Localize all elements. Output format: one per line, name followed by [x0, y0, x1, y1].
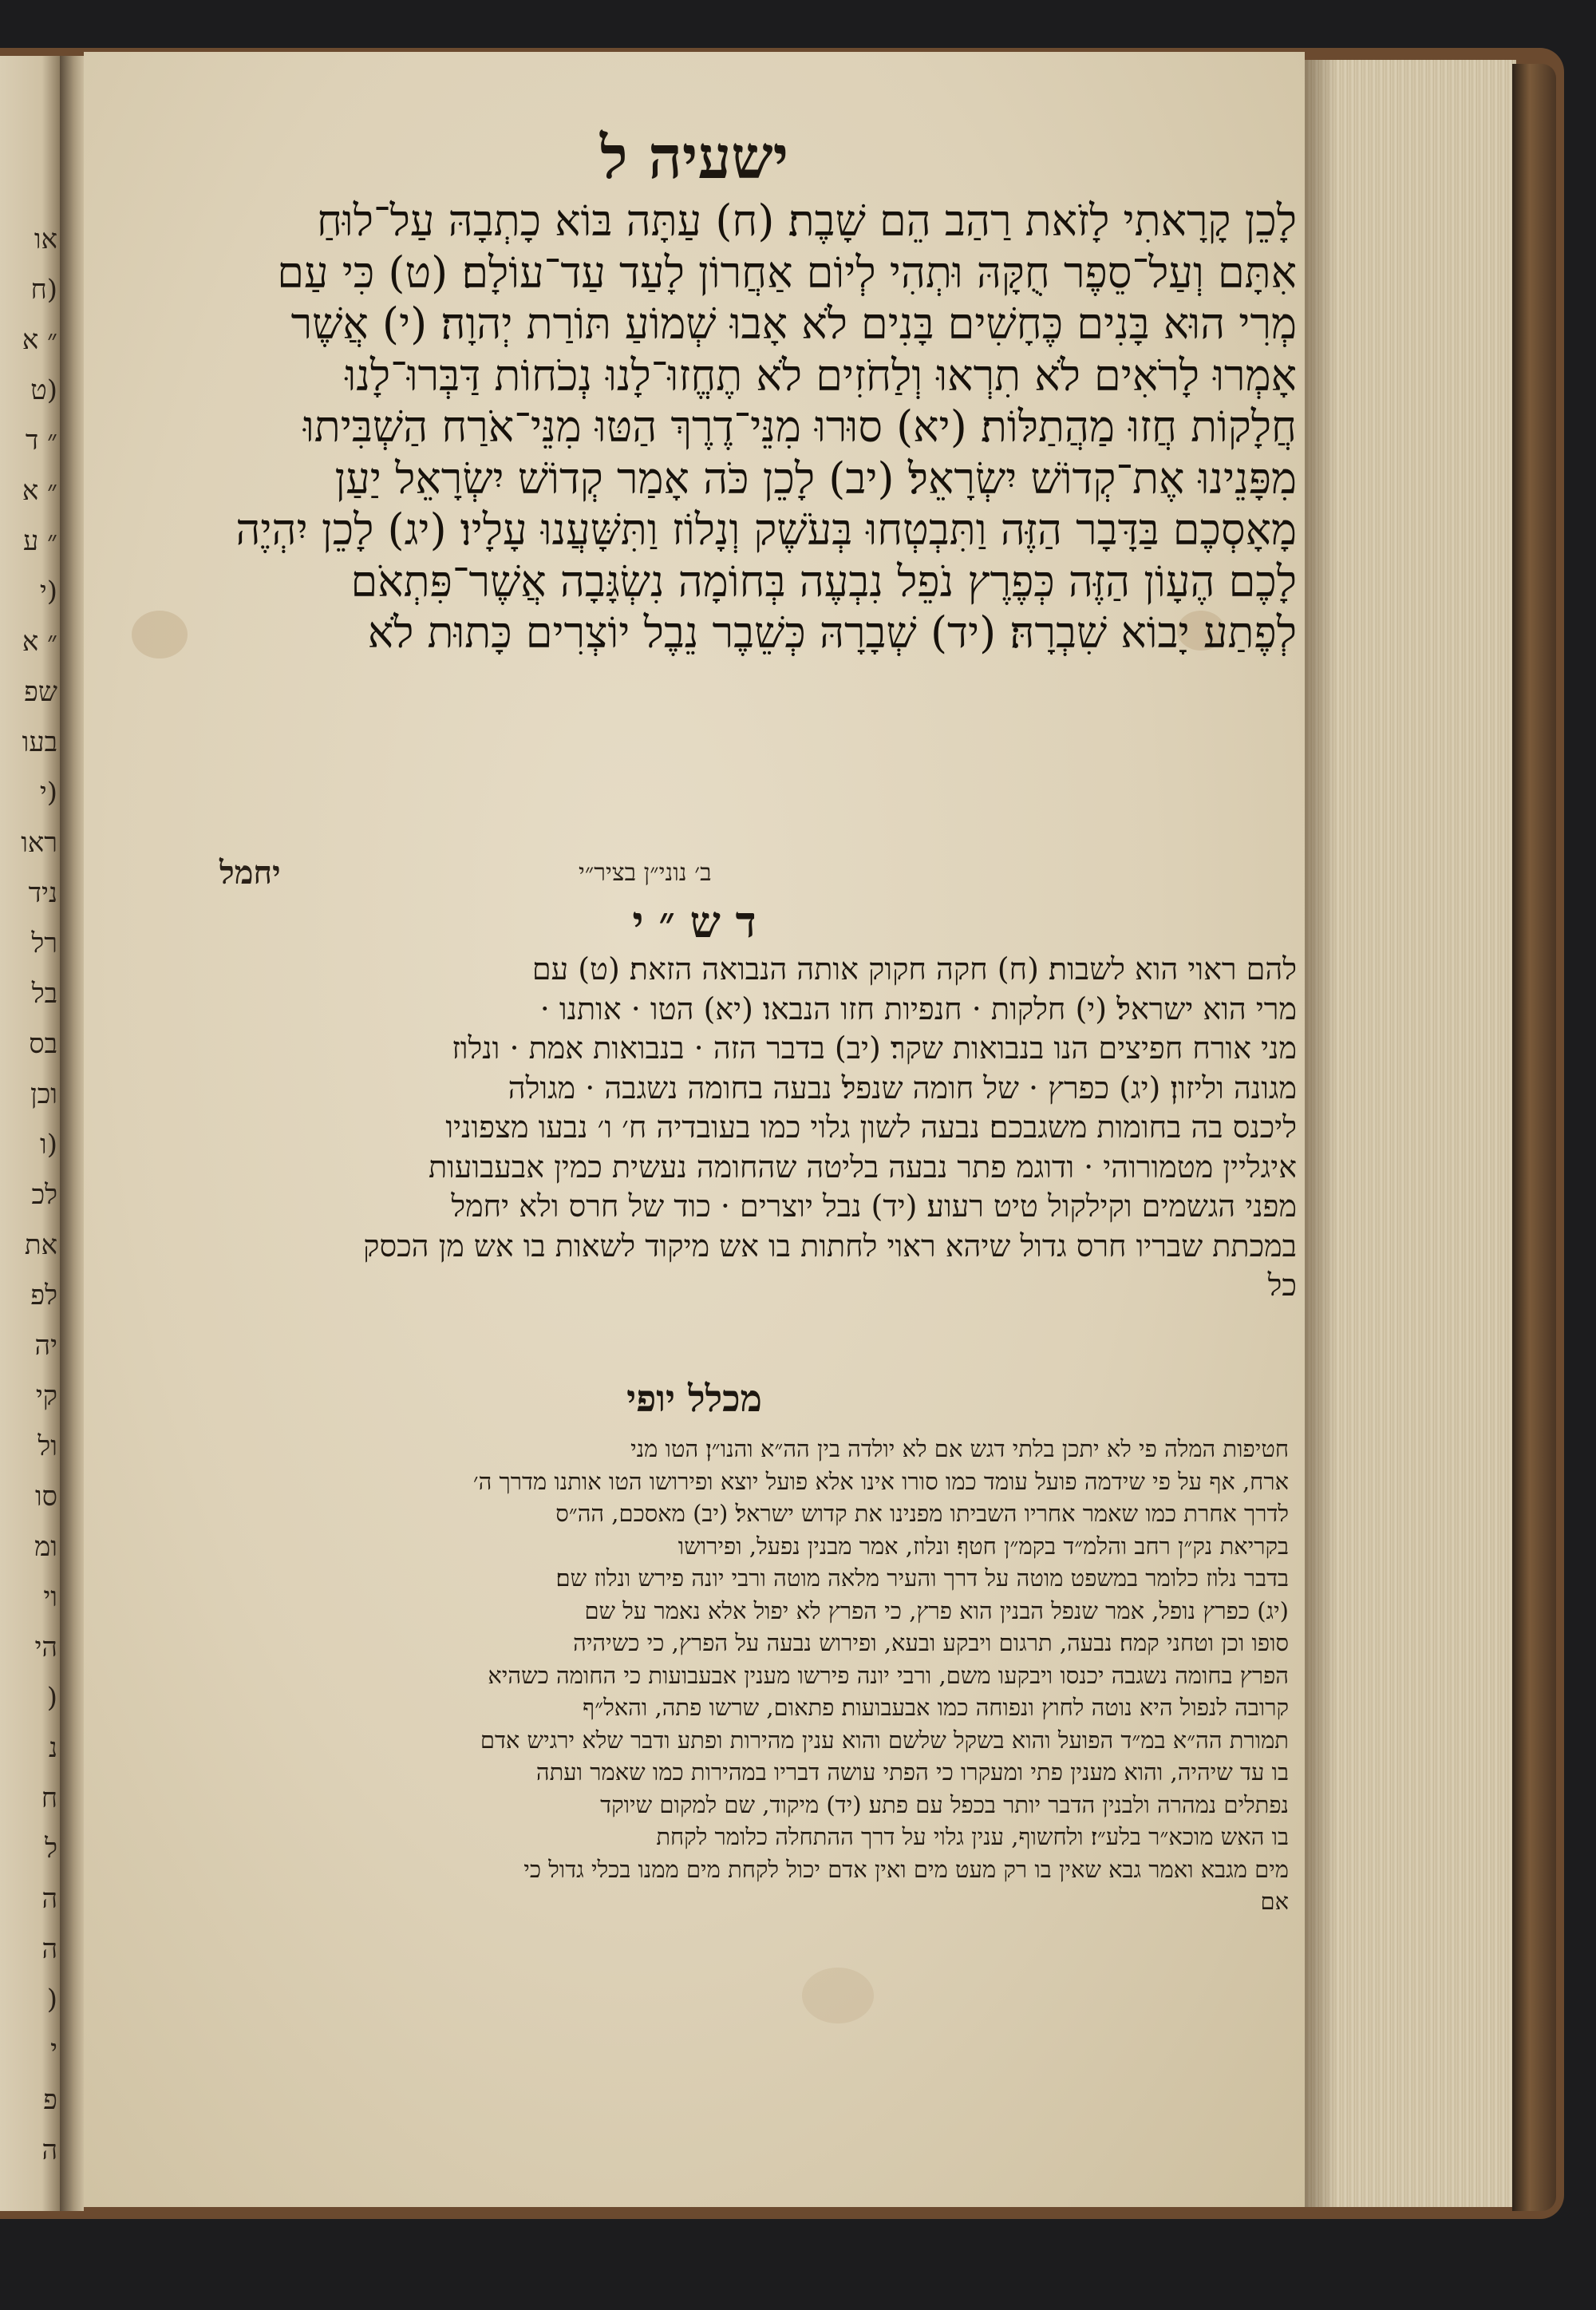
verse-line: מְרִי הוּא בָּנִים כֶּחָשִׁים בָּנִים לֹא אָבוּ שְׁמוֹעַ תּוֹרַת יְהוָה׃ (י) אֲשֶׁר: [290, 299, 1297, 349]
verse-line: מִפָּנֵינוּ אֶת־קְדוֹשׁ יִשְׂרָאֵל׃ (יב) לָכֵן כֹּה אָמַר קְדוֹשׁ יִשְׂרָאֵל יַעַן: [334, 453, 1297, 504]
verse-line: אָמְרוּ לָרֹאִים לֹא תִרְאוּ וְלַחֹזִים לֹא תֶחֱזוּ־לָנוּ נְכֹחוֹת דַּבְּרוּ־לָנוּ: [345, 350, 1297, 401]
left-page-text-fragment: את: [24, 1229, 57, 1261]
left-page-text-fragment: בעו: [22, 726, 57, 758]
rashi-line: מני אורח חפיצים הנו בנבואות שקר׃ (יב) בדבר הזה · בנבואות אמת · ונלוז: [452, 1030, 1297, 1066]
left-page-text-fragment: סו: [34, 1481, 57, 1513]
verse-line: לָכֶם הֶעָוֹן הַזֶּה כְּפֶרֶץ נֹפֵל נִבְעֶה בְּחוֹמָה נִשְׂגָּבָה אֲשֶׁר־פִּתְאֹם: [350, 556, 1297, 607]
mikhlol-yofi-heading: מכלל יופי: [626, 1377, 762, 1420]
masoretic-note: ב׳ נוני״ן בציר״י: [579, 859, 712, 887]
book-cover-edge: [1512, 64, 1556, 2211]
mikhlol-line: הפרץ בחומה נשגבה יכנסו ויבקעו משם, ורבי יונה פירשו מענין אבעבועות כי החומה כשהיא: [488, 1661, 1289, 1689]
rashi-line: להם ראוי הוא לשבות׃ (ח) חקה חקוק אותה הנבואה הזאת׃ (ט) עם: [531, 951, 1297, 987]
left-page-text-fragment: וי: [43, 1581, 57, 1613]
left-page-text-fragment: ״ ע: [23, 525, 57, 557]
catchword: יחמל: [219, 854, 281, 892]
left-page-text-fragment: בס: [29, 1028, 57, 1060]
left-page-text-fragment: פ: [43, 2084, 57, 2116]
left-page-text-fragment: או: [34, 223, 57, 255]
left-page-text-fragment: ״ ד: [25, 425, 57, 457]
left-page-text-fragment: ״ א: [22, 475, 57, 507]
left-page-text-fragment: ה: [41, 2134, 57, 2166]
mikhlol-line: בדבר נלוז כלומר במשפט מוטה על דרך והעיר מלאה מוטה ורבי יונה פירש ונלוז שם׃: [555, 1564, 1289, 1592]
mikhlol-line: ארח, אף על פי שידמה פועל עומד כמו סורו אינו אלא פועל יוצא ופירושו הטו אותנו מדרך ה׳: [472, 1467, 1289, 1495]
left-page-text-fragment: ״ א: [22, 626, 57, 658]
mikhlol-line: סופו וכן וטחני קמח׃ נבעה, תרגום ויבקע ובעא, ופירוש נבעה על הפרץ, כי כשיהיה: [573, 1629, 1289, 1656]
left-page-text-fragment: רל: [31, 928, 57, 959]
mikhlol-line: נפתלים נמהרה ולבנין הדבר יותר בכפל עם פתע׃ (יד) מיקוד, שם למקום שיוקד: [600, 1790, 1289, 1818]
left-page-fragment: [0, 56, 60, 2211]
running-header: ישעיה ל: [599, 124, 789, 192]
scripture-text: [100, 196, 1297, 659]
book-gutter: [60, 56, 84, 2211]
mikhlol-line: (יג) כפרץ נופל, אמר שנפל הבנין הוא פרץ, כי הפרץ לא יפול אלא נאמר על שם: [584, 1596, 1289, 1624]
left-page-text-fragment: ניד: [28, 877, 57, 909]
rashi-line: איגליין מטמורוהי · ודוגמ פתר נבעה בליטה שהחומה נעשית כמין אבעבועות: [428, 1149, 1297, 1185]
left-page-text-fragment: יה: [34, 1330, 57, 1362]
left-page-text-fragment: ומ: [34, 1531, 57, 1563]
mikhlol-line: אם: [1260, 1888, 1289, 1915]
left-page-text-fragment: (: [46, 1682, 57, 1714]
verse-line: אִתָּם וְעַל־סֵפֶר חֻקָּהּ וּתְהִי לְיוֹם אַחֲרוֹן לָעַד עַד־עוֹלָם׃ (ט) כִּי עַם: [277, 247, 1297, 298]
left-page-text-fragment: (ח: [30, 274, 57, 306]
verse-line: לָכֵן קָרָאתִי לָזֹאת רַהַב הֵם שָׁבֶת׃ (ח) עַתָּה בּוֹא כָתְבָהּ עַל־לוּחַ: [316, 196, 1297, 246]
rashi-line: כל: [1267, 1268, 1297, 1303]
left-page-text-fragment: ח: [41, 1782, 57, 1814]
left-page-text-fragment: וכן: [30, 1078, 57, 1110]
verse-line: לְפֶתַע יָבוֹא שִׁבְרָהּ׃ (יד) שְׁבָרָהּ כְּשֵׁבֶר נֵבֶל יוֹצְרִים כָּתוּת לֹא: [367, 607, 1297, 658]
right-page: [84, 52, 1305, 2207]
left-page-text-fragment: לפ: [30, 1280, 57, 1311]
mikhlol-line: תמורת הה״א במ״ד הפועל והוא בשקל שלשם והוא ענין מהירות ופתע ודבר שלא ירגיש אדם: [480, 1726, 1289, 1754]
catchword-row: [132, 854, 1265, 894]
left-page-text-fragment: (י: [39, 777, 57, 809]
mikhlol-line: בקריאת נק״ן רחב והלמ״ד בקמ״ן חטף׃ ונלוז, אמר מבנין נפעל, ופירושו: [678, 1532, 1289, 1560]
paper-stain: [802, 1968, 874, 2023]
left-page-text-fragment: נ: [48, 1732, 57, 1764]
left-page-text-fragment: ראו: [21, 827, 57, 859]
rashi-line: במכתת שבריו חרס גדול שיהא ראוי לחתות בו אש מיקוד לשאות בו אש מן הכסק: [363, 1228, 1297, 1264]
left-page-text-fragment: י: [50, 2034, 57, 2066]
rashi-commentary: [100, 950, 1297, 1306]
mikhlol-yofi-commentary: [92, 1433, 1289, 1918]
rashi-line: מפני הגשמים וקילקול טיט רעוע׃ (יד) נבל יוצרים · כוד של חרס ולא יחמל: [451, 1189, 1297, 1224]
mikhlol-line: בו האש מוכא״ר בלע״ז׃ ולחשוף, ענין גלוי על דרך ההתחלה כלומר לקחת: [656, 1823, 1289, 1850]
mikhlol-line: מים מגבא ואמר גבא שאין בו רק מעט מים ואין אדם יכול לקחת מים ממנו בכלי גדול כי: [523, 1855, 1289, 1883]
left-page-text-fragment: ל: [45, 1833, 57, 1865]
mikhlol-line: קרובה לנפול היא נוטה לחוץ ונפוחה כמו אבעבועות׃ פתאום, שרשו פתה, והאל״ף: [583, 1694, 1289, 1721]
left-page-text-fragment: (: [46, 1984, 57, 2015]
left-page-text-fragment: (י: [39, 576, 57, 607]
left-page-text-fragment: בל: [31, 978, 57, 1010]
rashi-line: ליכנס בה בחומות משגבכם׃ נבעה לשון גלוי כמו בעובדיה ח׳ ו׳ נבעו מצפוניו: [445, 1110, 1297, 1145]
mikhlol-line: בו עד שיהיה, והוא מענין פתי ומעקרו כי הפתי עושה דבריו במהירות כמו שאמר ועתה: [535, 1758, 1289, 1786]
left-page-text-fragment: ול: [38, 1430, 57, 1462]
left-page-text-fragment: קי: [35, 1380, 57, 1412]
left-page-text-fragment: ״ א: [22, 324, 57, 356]
rashi-line: מגונה וליזון׃ (יג) כפרץ · של חומה שנפל׃ נבעה בחומה נשגבה · מגולה: [508, 1070, 1297, 1106]
left-page-text-fragment: (ט: [30, 374, 57, 406]
page-edge-shadow: [1305, 60, 1337, 2207]
verse-line: חֲלָקוֹת חֲזוּ מַהֲתַלּוֹת׃ (יא) סוּרוּ מִנֵּי־דֶרֶךְ הַטּוּ מִנֵּי־אֹרַח הַשְׁבִּיתוּ: [302, 401, 1297, 452]
left-page-text-fragment: הי: [34, 1632, 57, 1663]
mikhlol-line: חטיפות המלה פי לא יתכן בלתי דגש אם לא יולדה בין הה״א והנו״ן׃ הטו מני: [630, 1435, 1289, 1462]
left-page-text-fragment: (ו: [40, 1129, 57, 1161]
left-page-text-fragment: ה: [41, 1933, 57, 1965]
mikhlol-line: לדרך אחרת כמו שאמר אחריו השביתו מפנינו את קדוש ישראל׃ (יב) מאסכם, הה״ס: [555, 1500, 1289, 1527]
left-page-text-fragment: לכ: [31, 1179, 57, 1211]
rashi-line: מרי הוא ישראל׃ (י) חלקות · חנפיות חזו הנבאו׃ (יא) הטו · אותנו ·: [539, 991, 1297, 1026]
left-page-text-fragment: ה: [41, 1883, 57, 1915]
rashi-heading: ד ש ״ י: [632, 896, 757, 947]
left-page-text-fragment: שפ: [24, 676, 57, 708]
verse-line: מָאָסְכֶם בַּדָּבָר הַזֶּה וַתִּבְטְחוּ בְּעֹשֶׁק וְנָלוֹז וַתִּשָּׁעֲנוּ עָלָיו׃ (יג) לָכֵן יִהְיֶה: [235, 504, 1297, 555]
